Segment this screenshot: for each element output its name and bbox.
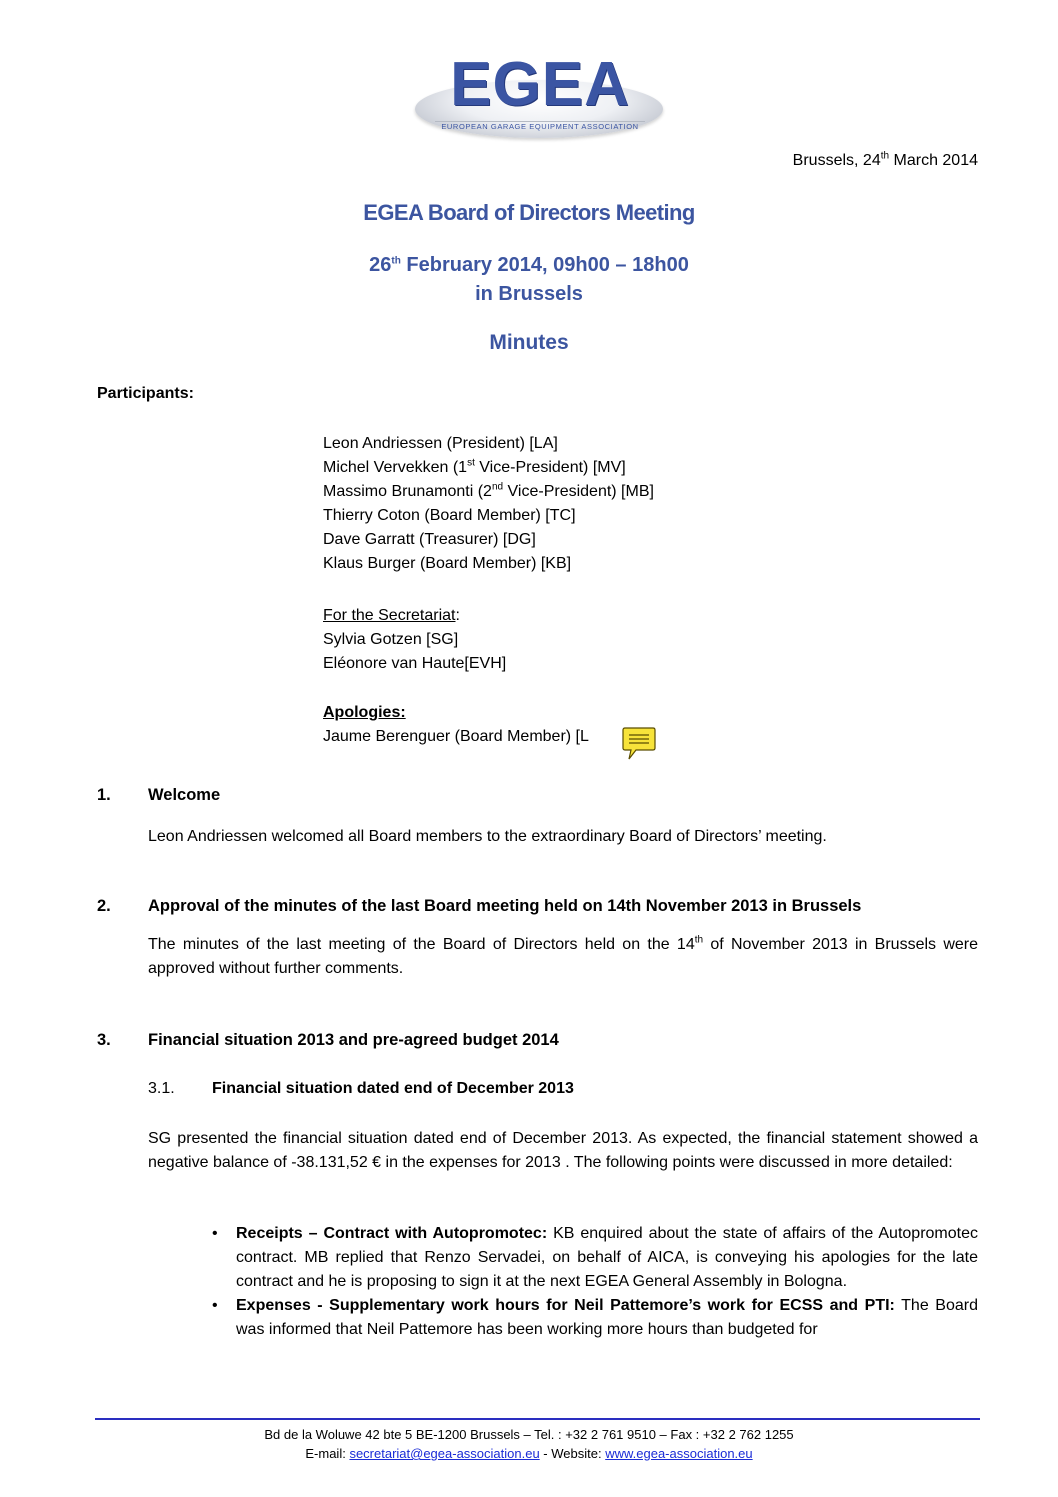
apologies-heading: Apologies: <box>323 704 406 721</box>
participants-list <box>323 432 654 576</box>
subsection-title: Financial situation dated end of December 2013 <box>212 1080 574 1097</box>
section-number: 2. <box>97 897 111 915</box>
section-title-welcome: Welcome <box>148 786 221 804</box>
website-link[interactable]: www.egea-association.eu <box>605 1446 753 1461</box>
document-type: Minutes <box>489 331 569 354</box>
secretariat-heading: For the Secretariat: <box>323 607 460 624</box>
bullet-icon: • <box>212 1225 218 1242</box>
section-text: SG presented the financial situation dated end of December 2013. As expected, the financial statement showed a negative balance of -38.131,52 € in the expenses for 2013 . The following points were discussed in more detailed: <box>148 1130 978 1171</box>
email-link[interactable]: secretariat@egea-association.eu <box>349 1446 540 1461</box>
document-date: Brussels, 24th March 2014 <box>792 150 978 169</box>
participant: Leon Andriessen (President) [LA] <box>323 435 558 452</box>
egea-logo <box>415 50 665 142</box>
list-item: • Expenses - Supplementary work hours for Neil Pattemore’s work for ECSS and PTI: The Board was informed that Neil Pattemore has been working more hours than budgeted for <box>212 1294 978 1342</box>
participants-heading: Participants: <box>97 385 194 402</box>
logo-subtitle: EUROPEAN GARAGE EQUIPMENT ASSOCIATION <box>435 121 645 132</box>
secretariat-member: Eléonore van Haute[EVH] <box>323 655 507 672</box>
section-text: Leon Andriessen welcomed all Board members to the extraordinary Board of Directors’ meeting. <box>148 828 827 845</box>
section-title-approval: Approval of the minutes of the last Board meeting held on 14th November 2013 in Brussels <box>148 897 862 915</box>
footer-divider <box>95 1418 980 1420</box>
meeting-title: EGEA Board of Directors Meeting <box>363 200 695 225</box>
section-number: 3. <box>97 1031 111 1049</box>
meeting-location: in Brussels <box>475 283 583 305</box>
meeting-datetime: 26th February 2014, 09h00 – 18h00 <box>369 254 689 276</box>
apology-member: Jaume Berenguer (Board Member) [L <box>323 728 589 745</box>
participant: Massimo Brunamonti (2nd Vice-President) [MB] <box>323 481 654 500</box>
list-item: • Receipts – Contract with Autopromotec: KB enquired about the state of affairs of the Autopromotec contract. MB replied that Renzo Servadei, on behalf of AICA, is conveying his apologies for the late contract and he is proposing to sign it at the next EGEA General Assembly in Bologna. <box>212 1222 978 1294</box>
secretariat-member: Sylvia Gotzen [SG] <box>323 631 459 648</box>
footer-address: Bd de la Woluwe 42 bte 5 BE-1200 Brussels – Tel. : +32 2 761 9510 – Fax : +32 2 762 1255 <box>264 1427 794 1442</box>
apologies-list <box>323 701 589 749</box>
comment-note-icon[interactable] <box>622 726 656 762</box>
secretariat-list <box>323 604 506 676</box>
participant: Klaus Burger (Board Member) [KB] <box>323 555 572 572</box>
participant: Thierry Coton (Board Member) [TC] <box>323 507 576 524</box>
participant: Dave Garratt (Treasurer) [DG] <box>323 531 536 548</box>
discussion-points <box>212 1222 978 1342</box>
section-text: The minutes of the last meeting of the Board of Directors held on the 14th of November 2013 in Brussels were approved without further comments. <box>148 934 978 977</box>
subsection-number: 3.1. <box>148 1080 175 1097</box>
bullet-icon: • <box>212 1297 218 1314</box>
section-number: 1. <box>97 786 111 804</box>
participant: Michel Vervekken (1st Vice-President) [MV] <box>323 457 626 476</box>
logo-wordmark: EGEA <box>450 50 630 119</box>
footer-contact: E-mail: secretariat@egea-association.eu - Website: www.egea-association.eu <box>305 1446 753 1461</box>
section-title-financial: Financial situation 2013 and pre-agreed budget 2014 <box>148 1031 559 1049</box>
